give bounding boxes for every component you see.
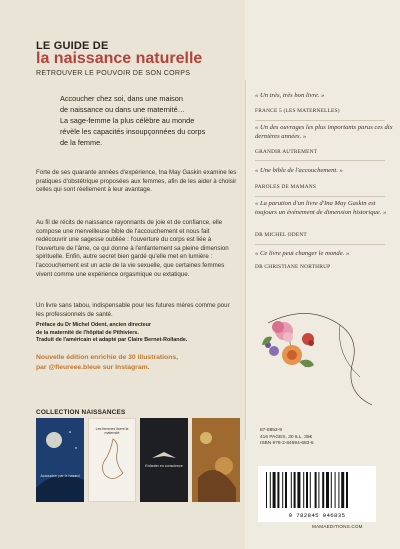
barcode-bar (270, 472, 271, 508)
paragraph-birth-stories: Au fil de récits de naissance rayonnants de joie et de confiance, elle compose une merveilleuse bible de l'accouchement et nous fait redécouvrir une sagesse oubliée : l'ouverture du corps est liée à l'ouverture de l'âme, ce qui donne à l'enfantement sa pleine dimension spirituelle. Enfin, autre secret bien gardé qu'elle met en lumière : l'accouchement est un acte de la vie sexuelle, que certaines femmes vivent comme une expérience orgasmique ou extatique. (36, 219, 229, 278)
book-cover (192, 418, 240, 502)
bird-silhouette (140, 418, 188, 502)
review-quote: « Un des ouvrages les plus importants parus ces dix dernières années. » (255, 124, 393, 140)
review-quote: « La parution d'un livre d'Ina May Gaskin est toujours un événement de dimension historique. » (255, 200, 387, 216)
new-edition-note (36, 353, 236, 373)
night-sky-illustration (36, 418, 84, 502)
barcode-bar (266, 472, 267, 508)
lead-line: La sage-femme la plus célèbre au monde (60, 116, 195, 125)
barcode-bar (294, 472, 296, 508)
book-cover-title: Les femmes lisent la maternité (95, 427, 129, 436)
quote-separator (255, 196, 385, 197)
flower-purple (265, 342, 279, 356)
book-title: la naissance naturelle (36, 50, 203, 67)
review-source: DR CHRISTIANE NORTHRUP (255, 264, 331, 270)
paragraph-no-taboo: Un livre sans tabou, indispensable pour les futures mères comme pour les professionnels de santé. (36, 302, 230, 318)
barcode-bar (297, 472, 300, 508)
book-cover (36, 418, 84, 502)
barcode-bar (341, 472, 344, 508)
pub-line: 416 PAGES, 30 ILL. 35€ (260, 434, 313, 440)
barcode-bar (318, 472, 319, 508)
book-cover-title: Enfanter en conscience (145, 464, 183, 468)
highlight-line: par @fleureee.bleue sur Instagram. (36, 363, 150, 371)
barcode-bar (282, 472, 283, 508)
paragraph-experience: Forte de ses quarante années d'expérience, Ina May Gaskin examine les pratiques d'obstétrique proposées aux femmes, afin de les aider à choisir celles qui sont réellement à leur avantage. (36, 169, 237, 194)
lead-line: Accoucher chez soi, dans une maison (60, 94, 183, 103)
barcode-bar (277, 472, 279, 508)
barcode-bar (285, 472, 287, 508)
pub-line: ISBN 978-2-84594-683-5 (260, 441, 314, 447)
review-quote: « Un très, très bon livre. » (255, 92, 325, 99)
review-quote: « Ce livre peut changer le monde. » (255, 250, 350, 257)
quote-separator (255, 120, 385, 121)
barcode-bar (338, 472, 339, 508)
column-divider (245, 80, 246, 440)
collection-books (36, 418, 242, 524)
book-subtitle: RETROUVER LE POUVOIR DE SON CORPS (36, 70, 191, 77)
barcode-number: 9 782845 946835 (288, 512, 346, 519)
flower-orange (282, 345, 302, 365)
review-source: GRANDIR AUTREMENT (255, 149, 318, 155)
lead-line: de naissance ou dans une maternité… (60, 105, 185, 114)
barcode-bar (322, 472, 324, 508)
book-cover-title: Accoucher par le hasard (40, 474, 80, 478)
barcode-bar (326, 472, 329, 508)
credit-line: de la maternité de l'hôpital de Pithiviers. (36, 329, 139, 336)
highlight-line: Nouvelle édition enrichie de 30 illustrations, (36, 354, 179, 361)
barcode-bar (331, 472, 332, 508)
quote-separator (255, 244, 385, 245)
barcode-bar (273, 472, 276, 508)
isbn-barcode (258, 466, 376, 522)
barcode-bar (306, 472, 308, 508)
review-source: DR MICHEL ODENT (255, 232, 307, 238)
book-cover (140, 418, 188, 502)
publication-info (260, 428, 314, 448)
credit-line: Préface du Dr Michel Odent, ancien directeur (36, 322, 152, 328)
flower-pink (272, 321, 293, 342)
publisher-website: MAMAEDITIONS.COM (312, 524, 363, 529)
review-source: FRANCE 5 (LES MATERNELLES) (255, 108, 340, 114)
lead-text (60, 93, 236, 148)
floral-illustration (248, 295, 396, 425)
credits (36, 322, 246, 345)
lead-line: de la femme. (60, 138, 103, 147)
flower-red (302, 333, 314, 346)
pub-line: 87-8853-9 (260, 428, 282, 433)
header-label: LE GUIDE DE (36, 40, 109, 52)
barcode-bar (303, 472, 304, 508)
review-quote: « Une bible de l'accouchement. » (255, 167, 343, 174)
barcode-bars (266, 472, 368, 508)
barcode-bar (310, 472, 311, 508)
lead-line: révèle les capacités insoupçonnées du corps (60, 127, 206, 136)
barcode-bar (291, 472, 292, 508)
barcode-bar (315, 472, 317, 508)
golden-painting (192, 418, 240, 502)
barcode-bar (335, 472, 336, 508)
credit-line: Traduit de l'américain et adapté par Claire Bernet-Rollande. (36, 337, 188, 344)
quote-separator (255, 160, 385, 161)
book-cover (88, 418, 136, 502)
barcode-bar (346, 472, 348, 508)
collection-label: COLLECTION NAISSANCES (36, 409, 126, 416)
review-source: PAROLES DE MAMANS (255, 184, 317, 190)
